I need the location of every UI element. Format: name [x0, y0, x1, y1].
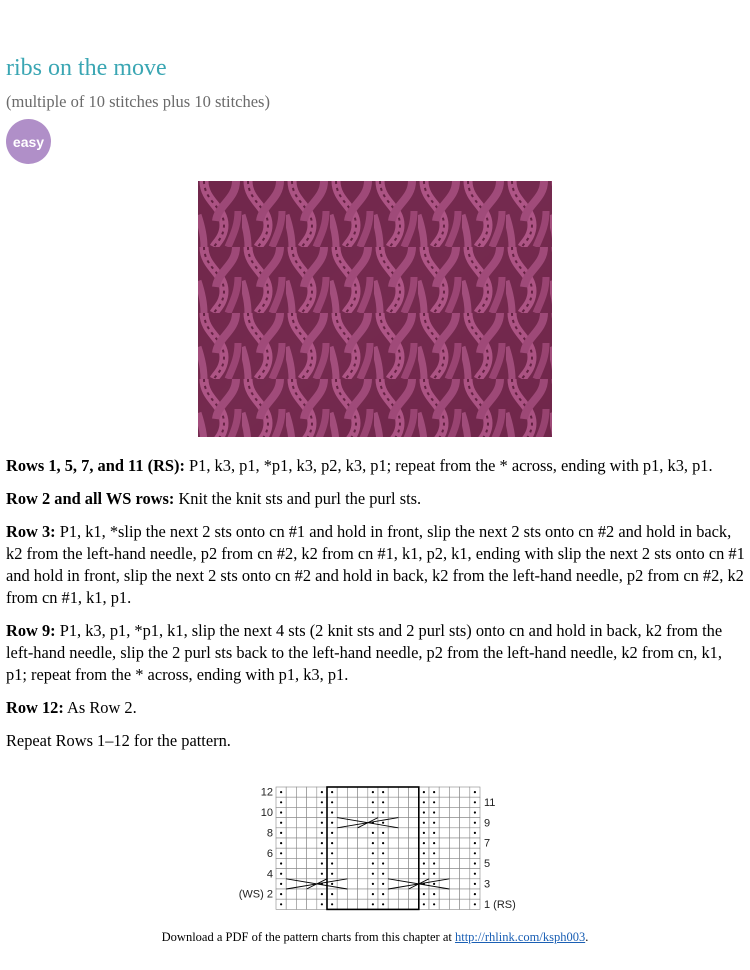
chart-cell	[460, 879, 470, 889]
purl-dot	[433, 791, 435, 793]
chart-cell	[388, 838, 398, 848]
swatch-illustration	[198, 181, 552, 437]
purl-dot	[423, 842, 425, 844]
chart-cell	[296, 869, 306, 879]
chart-cell	[388, 787, 398, 797]
purl-dot	[382, 791, 384, 793]
chart-cell	[347, 879, 357, 889]
purl-dot	[382, 811, 384, 813]
chart-cell	[347, 838, 357, 848]
chart-cell	[449, 869, 459, 879]
chart-cell	[296, 858, 306, 868]
purl-dot	[321, 862, 323, 864]
stitch-multiple: (multiple of 10 stitches plus 10 stitches)	[6, 92, 270, 111]
chart-cell	[296, 797, 306, 807]
chart-cell	[409, 858, 419, 868]
purl-dot	[423, 873, 425, 875]
purl-dot	[382, 873, 384, 875]
row-label-right: 1 (RS)	[484, 898, 516, 911]
chart-cell	[358, 899, 368, 909]
chart-cell	[449, 899, 459, 909]
chart-cell	[460, 848, 470, 858]
purl-dot	[331, 791, 333, 793]
purl-dot	[433, 873, 435, 875]
row-label-right: 11	[484, 796, 496, 809]
pattern-instructions	[6, 455, 746, 763]
chart-cell	[307, 869, 317, 879]
purl-dot	[321, 791, 323, 793]
chart-cell	[307, 787, 317, 797]
chart-cell	[388, 807, 398, 817]
chart-cell	[307, 858, 317, 868]
chart-cell	[388, 828, 398, 838]
chart-cell	[307, 889, 317, 899]
chart-cell	[439, 848, 449, 858]
chart-cell	[337, 828, 347, 838]
purl-dot	[433, 811, 435, 813]
purl-dot	[280, 903, 282, 905]
chart-cell	[449, 807, 459, 817]
chart-cell	[409, 848, 419, 858]
purl-dot	[372, 862, 374, 864]
purl-dot	[382, 893, 384, 895]
chart-cell	[449, 858, 459, 868]
purl-dot	[382, 822, 384, 824]
purl-dot	[433, 893, 435, 895]
chart-cell	[296, 787, 306, 797]
row-label-right: 5	[484, 858, 491, 871]
purl-dot	[280, 832, 282, 834]
instruction-row-5: Row 12: As Row 2.	[6, 698, 137, 717]
chart-cell	[449, 838, 459, 848]
chart-cell	[286, 818, 296, 828]
chart-cell	[296, 899, 306, 909]
chart-cell	[449, 818, 459, 828]
purl-dot	[423, 791, 425, 793]
chart-cell	[358, 889, 368, 899]
chart-cell	[460, 899, 470, 909]
chart-cell	[409, 797, 419, 807]
chart-cell	[409, 889, 419, 899]
purl-dot	[331, 832, 333, 834]
chart-cell	[388, 889, 398, 899]
purl-dot	[423, 832, 425, 834]
chart-cell	[439, 828, 449, 838]
purl-dot	[331, 842, 333, 844]
chart-cell	[296, 848, 306, 858]
chart-cell	[449, 787, 459, 797]
chart-cell	[398, 828, 408, 838]
purl-dot	[372, 791, 374, 793]
chart-cell	[286, 787, 296, 797]
row-label-right: 9	[484, 817, 491, 830]
chart-cell	[409, 899, 419, 909]
chart-cell	[286, 838, 296, 848]
chart-cell	[449, 879, 459, 889]
purl-dot	[474, 832, 476, 834]
chart-cell	[409, 838, 419, 848]
chart-cell	[296, 889, 306, 899]
purl-dot	[382, 842, 384, 844]
purl-dot	[372, 832, 374, 834]
stitch-chart	[228, 785, 528, 920]
purl-dot	[321, 842, 323, 844]
purl-dot	[474, 842, 476, 844]
chart-cell	[409, 828, 419, 838]
purl-dot	[321, 822, 323, 824]
chart-cell	[286, 858, 296, 868]
chart-cell	[398, 787, 408, 797]
purl-dot	[474, 801, 476, 803]
instruction-row-4: Row 9: P1, k3, p1, *p1, k1, slip the next 4 sts (2 knit sts and 2 purl sts) onto cn and hold in back, k2 from the left-hand needle, slip the 2 purl sts back to the left-hand needle, p2 from the left-hand needle, k2 from cn, k1, p1; repeat from the * across, ending with p1, k3, p1.	[6, 621, 723, 684]
chart-cell	[307, 838, 317, 848]
purl-dot	[474, 873, 476, 875]
row-label-left: 4	[266, 868, 273, 881]
purl-dot	[280, 822, 282, 824]
chart-cell	[296, 828, 306, 838]
row-label-left: 10	[260, 807, 273, 820]
purl-dot	[433, 903, 435, 905]
chart-cell	[449, 797, 459, 807]
chart-cell	[337, 807, 347, 817]
chart-cell	[358, 858, 368, 868]
chart-cell	[388, 869, 398, 879]
chart-cell	[388, 858, 398, 868]
chart-cell	[307, 899, 317, 909]
purl-dot	[474, 791, 476, 793]
chart-cell	[449, 848, 459, 858]
purl-dot	[372, 883, 374, 885]
chart-cell	[439, 858, 449, 868]
chart-cell	[347, 899, 357, 909]
chart-cell	[388, 797, 398, 807]
chart-cell	[347, 869, 357, 879]
purl-dot	[321, 852, 323, 854]
stitch-chart-svg	[228, 785, 528, 920]
purl-dot	[474, 883, 476, 885]
chart-cell	[286, 899, 296, 909]
chart-cell	[358, 838, 368, 848]
purl-dot	[433, 801, 435, 803]
chart-cell	[398, 838, 408, 848]
chart-cell	[409, 807, 419, 817]
row-label-left: 12	[260, 786, 273, 799]
chart-cell	[347, 858, 357, 868]
chart-cell	[409, 787, 419, 797]
purl-dot	[321, 811, 323, 813]
chart-cell	[358, 869, 368, 879]
row-label-right: 3	[484, 878, 491, 891]
chart-cell	[439, 899, 449, 909]
purl-dot	[474, 862, 476, 864]
chart-cell	[409, 818, 419, 828]
purl-dot	[372, 903, 374, 905]
purl-dot	[433, 852, 435, 854]
chart-cell	[388, 848, 398, 858]
purl-dot	[280, 791, 282, 793]
chart-cell	[358, 807, 368, 817]
chart-cell	[439, 869, 449, 879]
instruction-row-6: Repeat Rows 1–12 for the pattern.	[6, 731, 231, 750]
chart-cell	[460, 838, 470, 848]
chart-cell	[358, 828, 368, 838]
purl-dot	[280, 801, 282, 803]
chart-cell	[347, 787, 357, 797]
chart-cell	[460, 889, 470, 899]
chart-cell	[460, 869, 470, 879]
purl-dot	[433, 862, 435, 864]
purl-dot	[474, 811, 476, 813]
chart-cell	[460, 797, 470, 807]
chart-cell	[449, 828, 459, 838]
row-label-right: 7	[484, 837, 491, 850]
chart-cell	[439, 787, 449, 797]
purl-dot	[474, 822, 476, 824]
purl-dot	[331, 811, 333, 813]
chart-cell	[398, 818, 408, 828]
purl-dot	[433, 883, 435, 885]
purl-dot	[423, 852, 425, 854]
purl-dot	[433, 842, 435, 844]
chart-cell	[439, 818, 449, 828]
chart-cell	[398, 848, 408, 858]
purl-dot	[423, 862, 425, 864]
purl-dot	[280, 852, 282, 854]
difficulty-badge: easy	[6, 119, 51, 164]
purl-dot	[331, 903, 333, 905]
chart-cell	[398, 807, 408, 817]
purl-dot	[423, 811, 425, 813]
chart-cell	[296, 807, 306, 817]
purl-dot	[433, 822, 435, 824]
chart-cell	[398, 889, 408, 899]
purl-dot	[423, 822, 425, 824]
chart-cell	[337, 787, 347, 797]
purl-dot	[372, 852, 374, 854]
purl-dot	[331, 893, 333, 895]
chart-cell	[347, 848, 357, 858]
knit-swatch-photo	[198, 181, 552, 437]
pattern-pdf-link[interactable]: http://rhlink.com/ksph003	[454, 930, 586, 944]
purl-dot	[474, 893, 476, 895]
purl-dot	[331, 862, 333, 864]
purl-dot	[280, 842, 282, 844]
chart-cell	[398, 899, 408, 909]
purl-dot	[382, 801, 384, 803]
page-title: ribs on the move	[6, 55, 167, 81]
chart-cell	[460, 828, 470, 838]
purl-dot	[321, 893, 323, 895]
chart-cell	[409, 869, 419, 879]
purl-dot	[423, 893, 425, 895]
chart-cell	[286, 797, 296, 807]
purl-dot	[280, 873, 282, 875]
chart-cell	[337, 838, 347, 848]
chart-cell	[347, 889, 357, 899]
purl-dot	[280, 883, 282, 885]
chart-cell	[307, 828, 317, 838]
chart-cell	[337, 899, 347, 909]
purl-dot	[331, 883, 333, 885]
instruction-row-3: Row 3: P1, k1, *slip the next 2 sts onto cn #1 and hold in front, slip the next 2 sts onto cn #2 and hold in back, k2 from the left-hand needle, p2 from cn #2, k2 from cn #1, k1, p2, k1, ending with slip the next 2 sts onto cn #1 and hold in front, slip the next 2 sts onto cn #2 and hold in back, k2 from the left-hand needle, p2 from cn #2, k2 from cn #1, k1, p1.	[6, 522, 745, 607]
purl-dot	[321, 903, 323, 905]
row-label-left: (WS) 2	[238, 888, 273, 901]
chart-cell	[439, 889, 449, 899]
row-label-left: 8	[266, 827, 273, 840]
chart-cell	[439, 797, 449, 807]
chart-cell	[286, 828, 296, 838]
chart-cell	[439, 838, 449, 848]
chart-cell	[337, 869, 347, 879]
chart-cell	[286, 869, 296, 879]
chart-cell	[347, 797, 357, 807]
purl-dot	[382, 862, 384, 864]
purl-dot	[331, 852, 333, 854]
purl-dot	[382, 903, 384, 905]
chart-cell	[307, 797, 317, 807]
chart-cell	[398, 858, 408, 868]
purl-dot	[331, 822, 333, 824]
chart-cell	[449, 889, 459, 899]
purl-dot	[382, 883, 384, 885]
purl-dot	[423, 903, 425, 905]
instruction-row-1: Rows 1, 5, 7, and 11 (RS): P1, k3, p1, *p1, k3, p2, k3, p1; repeat from the * across, ending with p1, k3, p1.	[6, 456, 713, 475]
purl-dot	[280, 862, 282, 864]
chart-cell	[286, 889, 296, 899]
purl-dot	[331, 801, 333, 803]
chart-cell	[460, 858, 470, 868]
chart-cell	[398, 869, 408, 879]
chart-cell	[337, 797, 347, 807]
purl-dot	[433, 832, 435, 834]
row-label-left: 6	[266, 847, 273, 860]
purl-dot	[372, 842, 374, 844]
chart-cell	[460, 787, 470, 797]
chart-cell	[460, 807, 470, 817]
chart-cell	[460, 818, 470, 828]
purl-dot	[474, 903, 476, 905]
chart-cell	[398, 797, 408, 807]
chart-cell	[307, 848, 317, 858]
chart-cell	[286, 848, 296, 858]
chart-cell	[337, 858, 347, 868]
chart-cell	[337, 889, 347, 899]
chart-cell	[347, 807, 357, 817]
chart-cell	[347, 828, 357, 838]
purl-dot	[474, 852, 476, 854]
purl-dot	[382, 852, 384, 854]
purl-dot	[372, 811, 374, 813]
purl-dot	[331, 873, 333, 875]
chart-cell	[358, 879, 368, 889]
purl-dot	[280, 893, 282, 895]
purl-dot	[372, 801, 374, 803]
chart-cell	[358, 797, 368, 807]
chart-cell	[307, 818, 317, 828]
purl-dot	[321, 832, 323, 834]
purl-dot	[382, 832, 384, 834]
chart-cell	[439, 807, 449, 817]
purl-dot	[372, 893, 374, 895]
chart-cell	[296, 818, 306, 828]
chart-cell	[296, 838, 306, 848]
footer-note: Download a PDF of the pattern charts from this chapter at http://rhlink.com/ksph003.	[161, 930, 589, 944]
purl-dot	[321, 801, 323, 803]
chart-cell	[358, 848, 368, 858]
purl-dot	[321, 873, 323, 875]
purl-dot	[280, 811, 282, 813]
purl-dot	[423, 801, 425, 803]
chart-cell	[286, 807, 296, 817]
chart-cell	[388, 899, 398, 909]
chart-cell	[358, 787, 368, 797]
chart-cell	[337, 848, 347, 858]
instruction-row-2: Row 2 and all WS rows: Knit the knit sts and purl the purl sts.	[6, 489, 422, 508]
purl-dot	[372, 873, 374, 875]
chart-cell	[307, 807, 317, 817]
